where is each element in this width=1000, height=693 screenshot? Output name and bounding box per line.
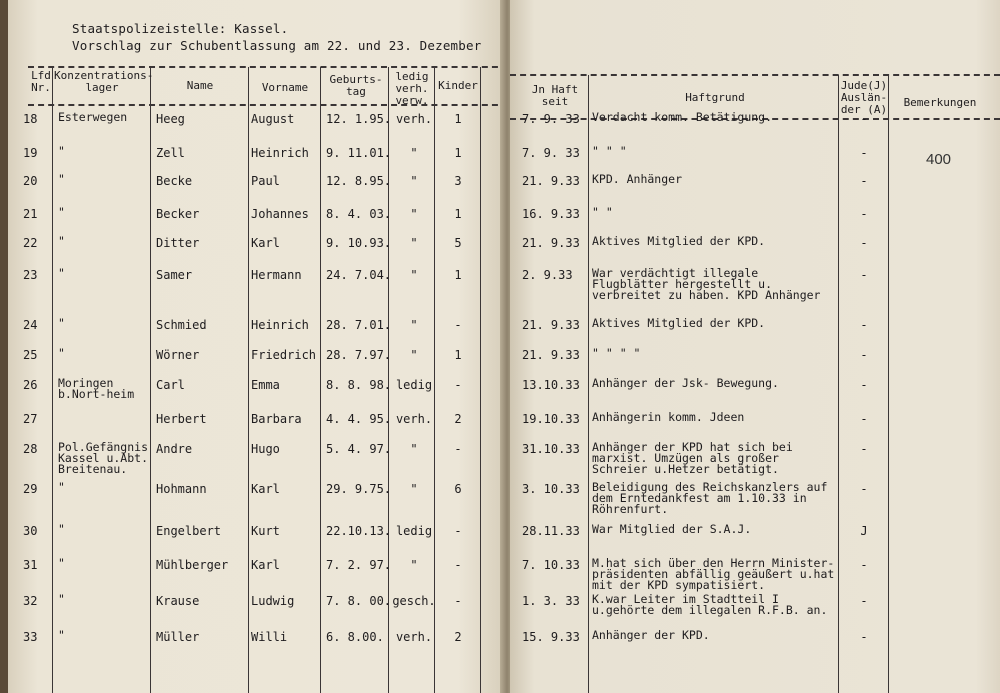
- row-32-kinder: -: [454, 594, 462, 608]
- col-lager-header: Konzentrations-lager: [54, 69, 154, 94]
- row-28-name: Andre: [156, 442, 193, 456]
- row-25-nr: 25: [23, 348, 38, 362]
- row-32-geb: 7. 8. 00.: [326, 594, 392, 608]
- row-19-stand: ": [410, 146, 418, 160]
- row-21-kinder: 1: [454, 207, 462, 221]
- row-20-stand: ": [410, 174, 418, 188]
- row-20-lager: ": [58, 172, 65, 186]
- row-26-haft: 13.10.33: [522, 378, 580, 392]
- row-27-grund: Anhängerin komm. Jdeen: [592, 410, 745, 424]
- row-29-haft: 3. 10.33: [522, 482, 580, 496]
- row-23-vorname: Hermann: [251, 268, 302, 282]
- row-21-name: Becker: [156, 207, 200, 221]
- row-21-nr: 21: [23, 207, 38, 221]
- row-20-name: Becke: [156, 174, 193, 188]
- col-geburtstag-header: Geburts-tag: [329, 73, 383, 98]
- row-29-kinder: 6: [454, 482, 462, 496]
- row-30-geb: 22.10.13.: [326, 524, 392, 538]
- row-33-nr: 33: [23, 630, 38, 644]
- row-19-name: Zell: [156, 146, 185, 160]
- col-jude-header: Jude(J) Auslän-der (A): [840, 79, 888, 116]
- row-22-grund: Aktives Mitglied der KPD.: [592, 234, 766, 248]
- row-25-stand: ": [410, 348, 418, 362]
- row-31-vorname: Karl: [251, 558, 280, 572]
- row-21-haft: 16. 9.33: [522, 207, 580, 221]
- row-18-name: Heeg: [156, 112, 185, 126]
- col-lfd-header: Lfd Nr.: [31, 69, 51, 94]
- row-23-name: Samer: [156, 268, 193, 282]
- row-25-geb: 28. 7.97.: [326, 348, 392, 362]
- row-21-jude: -: [860, 207, 868, 221]
- row-25-jude: -: [860, 348, 868, 362]
- row-24-jude: -: [860, 318, 868, 332]
- row-29-jude: -: [860, 482, 868, 496]
- row-28-lager: Pol.Gefängnis Kassel u.Abt. Breitenau.: [58, 440, 149, 476]
- row-32-jude: -: [860, 594, 868, 608]
- row-28-grund: Anhänger der KPD hat sich bei marxist. Umzügen als großer Schreier u.Hetzer betätigt.: [592, 440, 793, 476]
- row-18-lager: Esterwegen: [58, 110, 128, 124]
- row-31-name: Mühlberger: [156, 558, 229, 572]
- row-32-stand: gesch.: [392, 594, 436, 608]
- row-18-grund: Verdacht komm. Betätigung.: [592, 110, 773, 124]
- row-18-geb: 12. 1.95.: [326, 112, 392, 126]
- row-23-kinder: 1: [454, 268, 462, 282]
- row-26-lager: Moringen b.Nort-heim: [58, 376, 135, 401]
- row-20-haft: 21. 9.33: [522, 174, 580, 188]
- row-31-geb: 7. 2. 97.: [326, 558, 392, 572]
- row-19-geb: 9. 11.01.: [326, 146, 392, 160]
- row-19-lager: ": [58, 144, 65, 158]
- row-32-name: Krause: [156, 594, 200, 608]
- row-24-name: Schmied: [156, 318, 207, 332]
- row-29-stand: ": [410, 482, 418, 496]
- row-26-kinder: -: [454, 378, 462, 392]
- row-21-stand: ": [410, 207, 418, 221]
- row-26-grund: Anhänger der Jsk- Bewegung.: [592, 376, 779, 390]
- row-18-vorname: August: [251, 112, 295, 126]
- row-27-haft: 19.10.33: [522, 412, 580, 426]
- row-31-jude: -: [860, 558, 868, 572]
- row-25-name: Wörner: [156, 348, 200, 362]
- row-20-kinder: 3: [454, 174, 462, 188]
- row-30-nr: 30: [23, 524, 38, 538]
- right-page: [510, 0, 1000, 693]
- row-22-vorname: Karl: [251, 236, 280, 250]
- row-24-geb: 28. 7.01.: [326, 318, 392, 332]
- header-line-1: Staatspolizeistelle: Kassel.: [72, 21, 289, 36]
- row-24-stand: ": [410, 318, 418, 332]
- row-22-name: Ditter: [156, 236, 200, 250]
- row-21-vorname: Johannes: [251, 207, 309, 221]
- row-24-grund: Aktives Mitglied der KPD.: [592, 316, 766, 330]
- row-27-kinder: 2: [454, 412, 462, 426]
- row-29-nr: 29: [23, 482, 38, 496]
- col-haft-header: Jn Haft seit: [531, 83, 579, 108]
- row-33-lager: ": [58, 628, 65, 642]
- row-27-nr: 27: [23, 412, 38, 426]
- row-20-grund: KPD. Anhänger: [592, 172, 683, 186]
- row-31-lager: ": [58, 556, 65, 570]
- row-18-nr: 18: [23, 112, 38, 126]
- row-28-vorname: Hugo: [251, 442, 280, 456]
- row-29-lager: ": [58, 480, 65, 494]
- col-bem-header: Bemerkungen: [903, 96, 977, 109]
- row-24-kinder: -: [454, 318, 462, 332]
- row-25-kinder: 1: [454, 348, 462, 362]
- row-24-lager: ": [58, 316, 65, 330]
- row-26-stand: ledig: [395, 378, 433, 392]
- row-19-jude: -: [860, 146, 868, 160]
- row-22-haft: 21. 9.33: [522, 236, 580, 250]
- row-24-vorname: Heinrich: [251, 318, 309, 332]
- row-28-nr: 28: [23, 442, 38, 456]
- row-24-haft: 21. 9.33: [522, 318, 580, 332]
- row-26-name: Carl: [156, 378, 185, 392]
- row-27-jude: -: [860, 412, 868, 426]
- row-22-kinder: 5: [454, 236, 462, 250]
- row-18-jude: -: [860, 112, 868, 126]
- row-29-name: Hohmann: [156, 482, 207, 496]
- row-29-grund: Beleidigung des Reichskanzlers auf dem Erntedankfest am 1.10.33 in Röhrenfurt.: [592, 480, 828, 516]
- row-18-kinder: 1: [454, 112, 462, 126]
- row-22-nr: 22: [23, 236, 38, 250]
- col-name-header: Name: [186, 79, 214, 92]
- row-28-kinder: -: [454, 442, 462, 456]
- row-29-vorname: Karl: [251, 482, 280, 496]
- row-21-grund: " ": [592, 205, 613, 219]
- page-number: 400: [926, 151, 952, 168]
- row-30-jude: J: [860, 524, 868, 538]
- row-23-stand: ": [410, 268, 418, 282]
- row-31-kinder: -: [454, 558, 462, 572]
- row-26-geb: 8. 8. 98.: [326, 378, 392, 392]
- row-20-vorname: Paul: [251, 174, 280, 188]
- row-25-vorname: Friedrich: [251, 348, 317, 362]
- row-25-haft: 21. 9.33: [522, 348, 580, 362]
- col-vorname-header: Vorname: [261, 81, 309, 94]
- row-28-stand: ": [410, 442, 418, 456]
- row-30-name: Engelbert: [156, 524, 222, 538]
- row-18-stand: verh.: [395, 112, 433, 126]
- row-22-jude: -: [860, 236, 868, 250]
- row-27-vorname: Barbara: [251, 412, 302, 426]
- row-21-lager: ": [58, 205, 65, 219]
- row-19-nr: 19: [23, 146, 38, 160]
- row-28-haft: 31.10.33: [522, 442, 580, 456]
- row-19-grund: " " ": [592, 144, 627, 158]
- row-20-jude: -: [860, 174, 868, 188]
- row-26-vorname: Emma: [251, 378, 280, 392]
- row-32-lager: ": [58, 592, 65, 606]
- row-23-nr: 23: [23, 268, 38, 282]
- row-32-grund: K.war Leiter im Stadtteil I u.gehörte dem illegalen R.F.B. an.: [592, 592, 828, 617]
- row-30-kinder: -: [454, 524, 462, 538]
- row-31-haft: 7. 10.33: [522, 558, 580, 572]
- row-22-lager: ": [58, 234, 65, 248]
- row-28-geb: 5. 4. 97.: [326, 442, 392, 456]
- row-33-grund: Anhänger der KPD.: [592, 628, 710, 642]
- row-29-geb: 29. 9.75.: [326, 482, 392, 496]
- row-33-jude: -: [860, 630, 868, 644]
- row-25-lager: ": [58, 346, 65, 360]
- row-32-haft: 1. 3. 33: [522, 594, 580, 608]
- row-20-geb: 12. 8.95.: [326, 174, 392, 188]
- header-line-2: Vorschlag zur Schubentlassung am 22. und 23. Dezember: [72, 38, 482, 53]
- row-27-name: Herbert: [156, 412, 207, 426]
- row-23-haft: 2. 9.33: [522, 268, 573, 282]
- row-28-jude: -: [860, 442, 868, 456]
- row-20-nr: 20: [23, 174, 38, 188]
- row-27-geb: 4. 4. 95.: [326, 412, 392, 426]
- row-31-stand: ": [410, 558, 418, 572]
- row-33-vorname: Willi: [251, 630, 288, 644]
- row-33-stand: verh.: [395, 630, 433, 644]
- row-30-vorname: Kurt: [251, 524, 280, 538]
- left-page: [8, 0, 508, 693]
- row-24-nr: 24: [23, 318, 38, 332]
- row-33-haft: 15. 9.33: [522, 630, 580, 644]
- row-33-geb: 6. 8.00.: [326, 630, 384, 644]
- row-23-jude: -: [860, 268, 868, 282]
- row-23-grund: War verdächtigt illegale Flugblätter hergestellt u. verbreitet zu haben. KPD Anhänger: [592, 266, 821, 302]
- row-30-lager: ": [58, 522, 65, 536]
- row-21-geb: 8. 4. 03.: [326, 207, 392, 221]
- row-30-haft: 28.11.33: [522, 524, 580, 538]
- row-33-name: Müller: [156, 630, 200, 644]
- row-23-geb: 24. 7.04.: [326, 268, 392, 282]
- row-30-grund: War Mitglied der S.A.J.: [592, 522, 752, 536]
- row-22-stand: ": [410, 236, 418, 250]
- row-30-stand: ledig: [395, 524, 433, 538]
- row-26-nr: 26: [23, 378, 38, 392]
- row-31-grund: M.hat sich über den Herrn Minister-präsidenten abfällig geäußert u.hat mit der KPD sympatisiert.: [592, 556, 835, 592]
- row-32-vorname: Ludwig: [251, 594, 295, 608]
- col-stand-header: ledig verh. verw.: [395, 70, 429, 107]
- row-26-jude: -: [860, 378, 868, 392]
- col-grund-header: Haftgrund: [685, 91, 745, 104]
- row-19-haft: 7. 9. 33: [522, 146, 580, 160]
- row-23-lager: ": [58, 266, 65, 280]
- row-31-nr: 31: [23, 558, 38, 572]
- col-kinder-header: Kinder: [438, 79, 478, 92]
- row-33-kinder: 2: [454, 630, 462, 644]
- row-25-grund: " " " ": [592, 346, 641, 360]
- row-19-vorname: Heinrich: [251, 146, 309, 160]
- row-22-geb: 9. 10.93.: [326, 236, 392, 250]
- row-32-nr: 32: [23, 594, 38, 608]
- row-19-kinder: 1: [454, 146, 462, 160]
- row-18-haft: 7. 9. 33: [522, 112, 580, 126]
- row-27-stand: verh.: [395, 412, 433, 426]
